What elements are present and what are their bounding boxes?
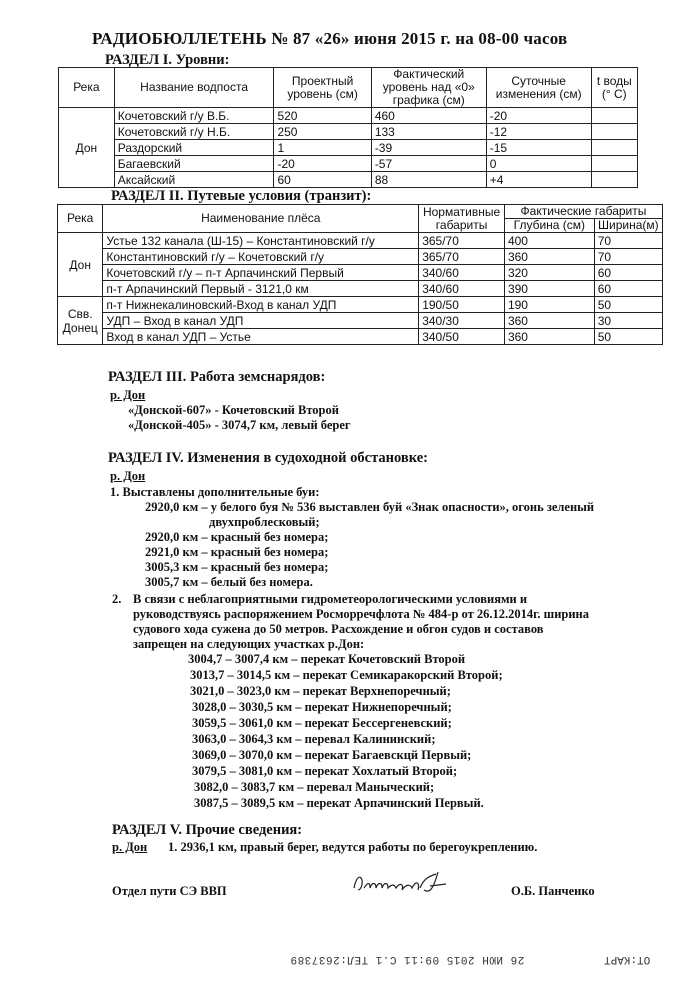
col-actual-level: Фактический уровень над «0» графика (см)	[371, 68, 486, 108]
actual-level: -39	[371, 140, 486, 156]
normative-dims: 340/60	[419, 281, 505, 297]
design-level: 520	[274, 108, 371, 124]
stretch-name: Вход в канал УДП – Устье	[103, 329, 419, 345]
restriction-text-line: судового хода сужена до 50 метров. Расхождение и обгон судов и составов	[133, 622, 544, 636]
department-label: Отдел пути СЭ ВВП	[112, 884, 227, 898]
stretch-name: УДП – Вход в канал УДП	[103, 313, 419, 329]
dredger-line: «Донской-607» - Кочетовский Второй	[128, 403, 339, 417]
river-cell: Свв. Донец	[58, 297, 103, 345]
section-1-title: РАЗДЕЛ I. Уровни:	[105, 52, 230, 68]
signature	[350, 868, 460, 904]
col-stretch: Наименование плёса	[103, 205, 419, 233]
col-station: Название водпоста	[114, 68, 274, 108]
design-level: 1	[274, 140, 371, 156]
actual-depth: 190	[504, 297, 594, 313]
actual-level: 460	[371, 108, 486, 124]
section-5-river: р. Дон	[112, 840, 148, 854]
normative-dims: 365/70	[419, 249, 505, 265]
actual-depth: 390	[504, 281, 594, 297]
col-river: Река	[58, 205, 103, 233]
station-name: Багаевский	[114, 156, 274, 172]
actual-depth: 360	[504, 313, 594, 329]
stretch-name: п-т Нижнекалиновский-Вход в канал УДП	[103, 297, 419, 313]
stretch-name: п-т Арпачинский Первый - 3121,0 км	[103, 281, 419, 297]
table-row	[58, 265, 663, 281]
normative-dims: 365/70	[419, 233, 505, 249]
section-3-title: РАЗДЕЛ III. Работа земснарядов:	[108, 369, 326, 385]
water-temp	[591, 140, 637, 156]
actual-depth: 360	[504, 329, 594, 345]
river-cell: Дон	[59, 108, 115, 188]
col-width: Ширина(м)	[594, 219, 662, 233]
fax-header: 26 ИЮН 2015 09:11 С.1 ТЕЛ:2637389	[290, 953, 525, 965]
design-level: 60	[274, 172, 371, 188]
table-row	[58, 281, 663, 297]
section-4-river: р. Дон	[110, 469, 146, 483]
water-temp	[591, 156, 637, 172]
restriction-text-line: В связи с неблагоприятными гидрометеорологическими условиями и	[133, 592, 528, 606]
normative-dims: 340/50	[419, 329, 505, 345]
table-row	[58, 249, 663, 265]
design-level: 250	[274, 124, 371, 140]
restricted-stretch: 3082,0 – 3083,7 км – перевал Маныческий;	[194, 780, 435, 794]
col-actual: Фактические габариты	[504, 205, 662, 219]
buoy-line: 3005,7 км – белый без номера.	[145, 575, 313, 589]
table-row	[59, 172, 638, 188]
buoy-line: 3005,3 км – красный без номера;	[145, 560, 329, 574]
actual-width: 70	[594, 233, 662, 249]
restricted-stretch: 3069,0 – 3070,0 км – перекат Багаевскцй Первый;	[192, 748, 472, 762]
restricted-stretch: 3004,7 – 3007,4 км – перекат Кочетовский Второй	[188, 652, 466, 666]
dredger-line: «Донской-405» - 3074,7 км, левый берег	[128, 418, 351, 432]
station-name: Аксайский	[114, 172, 274, 188]
table-row	[59, 108, 638, 124]
buoy-line: 2920,0 км – красный без номера;	[145, 530, 329, 544]
table-row	[58, 313, 663, 329]
stretch-name: Кочетовский г/у – п-т Арпачинский Первый	[103, 265, 419, 281]
actual-depth: 400	[504, 233, 594, 249]
normative-dims: 340/30	[419, 313, 505, 329]
restricted-stretch: 3079,5 – 3081,0 км – перекат Хохлатый Второй;	[192, 764, 458, 778]
daily-change: -15	[486, 140, 591, 156]
restricted-stretch: 3021,0 – 3023,0 км – перекат Верхнепоречный;	[190, 684, 451, 698]
table-row	[59, 124, 638, 140]
normative-dims: 340/60	[419, 265, 505, 281]
fax-sender: ОТ:КАРТ	[604, 953, 651, 965]
daily-change: +4	[486, 172, 591, 188]
table-row	[59, 140, 638, 156]
transit-conditions-table	[57, 204, 663, 345]
buoy-line: 2921,0 км – красный без номера;	[145, 545, 329, 559]
restricted-stretch: 3087,5 – 3089,5 км – перекат Арпачинский Первый.	[194, 796, 484, 810]
actual-width: 70	[594, 249, 662, 265]
normative-dims: 190/50	[419, 297, 505, 313]
col-water-temp: t воды (° C)	[591, 68, 637, 108]
buoy-line: 2920,0 км – у белого буя № 536 выставлен буй «Знак опасности», огонь зеленый	[145, 500, 595, 514]
river-cell: Дон	[58, 233, 103, 297]
actual-width: 50	[594, 297, 662, 313]
daily-change: 0	[486, 156, 591, 172]
actual-width: 30	[594, 313, 662, 329]
item-2-number: 2.	[112, 592, 122, 606]
col-depth: Глубина (см)	[504, 219, 594, 233]
other-info-line: 1. 2936,1 км, правый берег, ведутся работы по берегоукреплению.	[168, 840, 538, 854]
station-name: Раздорский	[114, 140, 274, 156]
stretch-name: Устье 132 канала (Ш-15) – Константиновский г/у	[103, 233, 419, 249]
water-temp	[591, 172, 637, 188]
restriction-text-line: запрещен на следующих участках р.Дон:	[133, 637, 365, 651]
station-name: Кочетовский г/у Н.Б.	[114, 124, 274, 140]
restricted-stretch: 3013,7 – 3014,5 км – перекат Семикаракорский Второй;	[190, 668, 503, 682]
col-daily-change: Суточные изменения (см)	[486, 68, 591, 108]
daily-change: -20	[486, 108, 591, 124]
levels-table	[58, 67, 638, 188]
actual-width: 60	[594, 281, 662, 297]
table-row	[58, 329, 663, 345]
station-name: Кочетовский г/у В.Б.	[114, 108, 274, 124]
restricted-stretch: 3028,0 – 3030,5 км – перекат Нижнепоречный;	[192, 700, 452, 714]
actual-width: 60	[594, 265, 662, 281]
section-5-title: РАЗДЕЛ V. Прочие сведения:	[112, 822, 303, 838]
table-row	[58, 233, 663, 249]
restriction-text-line: руководствуясь распоряжением Росморречфлота № 484-р от 26.12.2014г. ширина	[133, 607, 590, 621]
water-temp	[591, 124, 637, 140]
actual-depth: 360	[504, 249, 594, 265]
bulletin-title: РАДИОБЮЛЛЕТЕНЬ № 87 «26» июня 2015 г. на 08-00 часов	[92, 29, 568, 48]
buoy-line: двухпроблесковый;	[209, 515, 320, 529]
section-3-river: р. Дон	[110, 388, 146, 402]
restricted-stretch: 3063,0 – 3064,3 км – перевал Калининский;	[192, 732, 436, 746]
buoys-heading: 1. Выставлены дополнительные буи:	[110, 485, 320, 499]
actual-level: -57	[371, 156, 486, 172]
actual-width: 50	[594, 329, 662, 345]
col-normative: Нормативные габариты	[419, 205, 505, 233]
col-river: Река	[59, 68, 115, 108]
signatory-name: О.Б. Панченко	[511, 884, 595, 898]
actual-level: 88	[371, 172, 486, 188]
daily-change: -12	[486, 124, 591, 140]
table-row	[58, 297, 663, 313]
col-design-level: Проектный уровень (см)	[274, 68, 371, 108]
design-level: -20	[274, 156, 371, 172]
stretch-name: Константиновский г/у – Кочетовский г/у	[103, 249, 419, 265]
actual-depth: 320	[504, 265, 594, 281]
water-temp	[591, 108, 637, 124]
actual-level: 133	[371, 124, 486, 140]
section-2-title: РАЗДЕЛ II. Путевые условия (транзит):	[111, 188, 372, 204]
table-row	[59, 156, 638, 172]
section-4-title: РАЗДЕЛ IV. Изменения в судоходной обстановке:	[108, 450, 428, 466]
restricted-stretch: 3059,5 – 3061,0 км – перекат Бессергеневский;	[192, 716, 452, 730]
